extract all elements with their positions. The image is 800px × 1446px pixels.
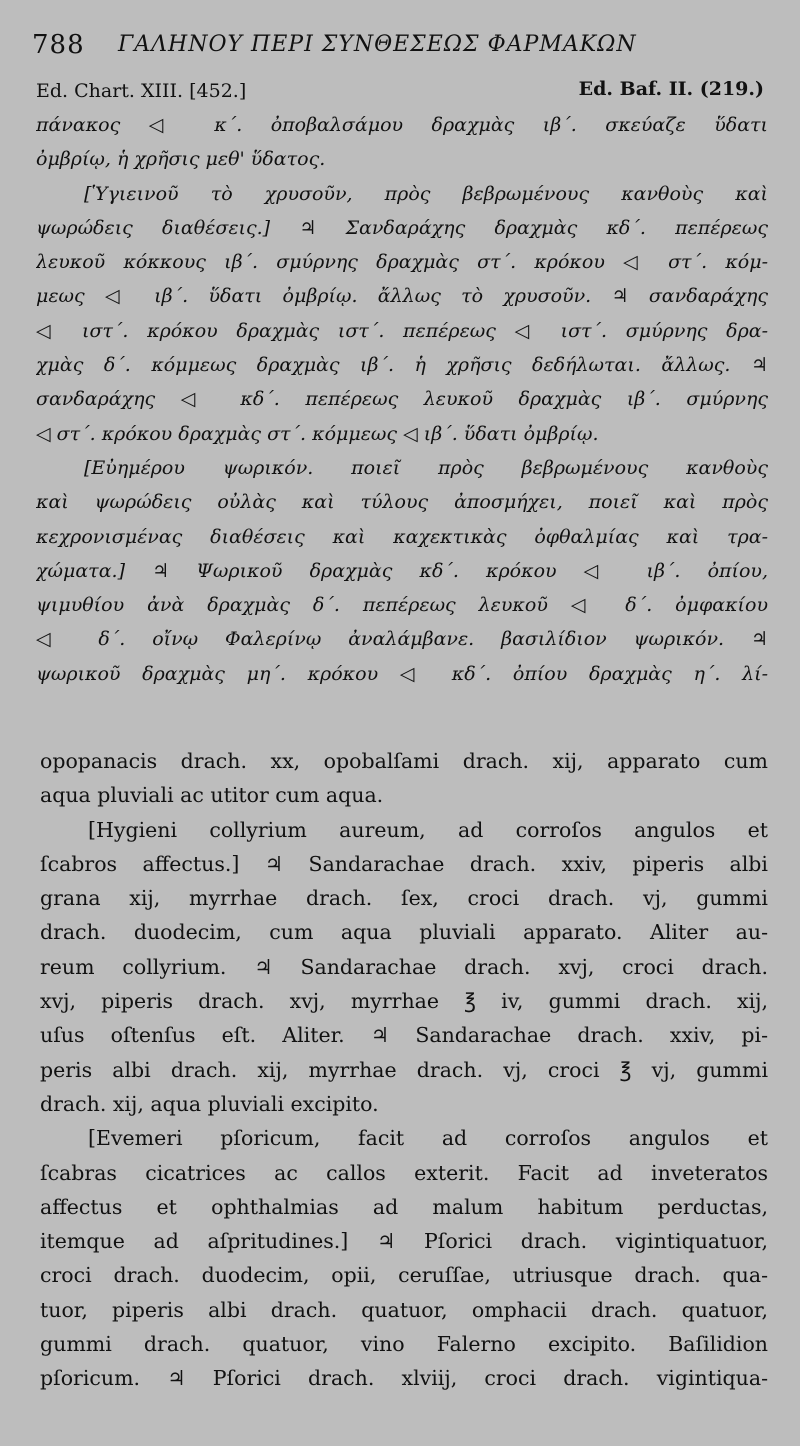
latin-line: [Hygieni collyrium aureum, ad corroſos angulos et [88,817,768,842]
latin-line: ſcabras cicatrices ac callos exterit. Facit ad inveteratos [40,1160,768,1185]
greek-line: μεως ◁ ιβ΄. ὕδατι ὀμβρίῳ. ἄλλως τὸ χρυσοῦν. ♃ σανδαράχης [36,285,768,308]
latin-line: gummi drach. quatuor, vino Falerno excipito. Baſilidion [40,1332,768,1357]
greek-line: ◁ δ΄. οἴνῳ Φαλερίνῳ ἀναλάμβανε. βασιλίδιον ψωρικόν. ♃ [36,628,768,651]
latin-line: croci drach. duodecim, opii, ceruſſae, utriusque drach. qua- [40,1263,768,1288]
latin-text-block [40,744,768,1396]
greek-line: [Εὐημέρου ψωρικόν. ποιεῖ πρὸς βεβρωμένους κανθοὺς [84,456,768,479]
edition-reference-left: Ed. Chart. XIII. [452.] [36,80,247,102]
latin-line: itemque ad aſpritudines.] ♃ Pſorici drach. vigintiquatuor, [40,1229,768,1254]
latin-line: aqua pluviali ac utitor cum aqua. [40,783,384,808]
edition-reference-right: Ed. Baf. II. (219.) [578,78,764,100]
greek-line: κεχρονισμένας διαθέσεις καὶ καχεκτικὰς ὀφθαλμίας καὶ τρα- [36,525,768,548]
latin-line: tuor, piperis albi drach. quatuor, omphacii drach. quatuor, [40,1297,768,1322]
latin-line: pſoricum. ♃ Pſorici drach. xlviij, croci drach. vigintiqua- [40,1366,768,1391]
latin-line: affectus et ophthalmias ad malum habitum perductas, [40,1194,768,1219]
greek-line: ὀμβρίῳ, ἡ χρῆσις μεθ' ὕδατος. [36,148,326,171]
greek-line: ◁ στ΄. κρόκου δραχμὰς στ΄. κόμμεως ◁ ιβ΄. ὕδατι ὀμβρίῳ. [36,422,599,445]
greek-line: λευκοῦ κόκκους ιβ΄. σμύρνης δραχμὰς στ΄. κρόκου ◁ στ΄. κόμ- [36,251,768,274]
greek-text-block [36,108,768,691]
greek-line: σανδαράχης ◁ κδ΄. πεπέρεως λευκοῦ δραχμὰς ιβ΄. σμύρνης [36,388,768,411]
latin-line: xvj, piperis drach. xvj, myrrhae ℥ iv, gummi drach. xij, [40,989,768,1014]
greek-line: χμὰς δ΄. κόμμεως δραχμὰς ιβ΄. ἡ χρῆσις δεδήλωται. ἄλλως. ♃ [36,354,768,377]
latin-line: opopanacis drach. xx, opobalſami drach. xij, apparato cum [40,749,768,773]
greek-line: [Ὑγιεινοῦ τὸ χρυσοῦν, πρὸς βεβρωμένους κανθοὺς καὶ [84,182,768,205]
latin-line: peris albi drach. xij, myrrhae drach. vj, croci ℥ vj, gummi [40,1057,768,1082]
greek-line: ψωρώδεις διαθέσεις.] ♃ Σανδαράχης δραχμὰς κδ΄. πεπέρεως [36,216,768,239]
latin-line: drach. xij, aqua pluviali excipito. [40,1091,379,1116]
greek-line: πάνακος ◁ κ΄. ὀποβαλσάμου δραχμὰς ιβ΄. σκεύαζε ὕδατι [36,114,768,136]
latin-line: uſus oſtenſus eſt. Aliter. ♃ Sandarachae drach. xxiv, pi- [40,1023,768,1048]
latin-line: [Evemeri pſoricum, facit ad corroſos angulos et [88,1126,768,1151]
latin-line: grana xij, myrrhae drach. ſex, croci drach. vj, gummi [40,886,768,911]
greek-line: καὶ ψωρώδεις οὐλὰς καὶ τύλους ἀποσμήχει, ποιεῖ καὶ πρὸς [36,491,768,514]
page-number: 788 [32,30,85,60]
greek-line: ◁ ιστ΄. κρόκου δραχμὰς ιστ΄. πεπέρεως ◁ ιστ΄. σμύρνης δρα- [36,319,768,342]
running-title: ΓΑΛΗΝΟΥ ΠΕΡΙ ΣΥΝΘΕΣΕΩΣ ΦΑΡΜΑΚΩΝ [118,32,637,57]
greek-line: ψωρικοῦ δραχμὰς μη΄. κρόκου ◁ κδ΄. ὀπίου δραχμὰς η΄. λί- [36,662,768,685]
greek-line: ψιμυθίου ἀνὰ δραχμὰς δ΄. πεπέρεως λευκοῦ ◁ δ΄. ὀμφακίου [36,594,768,617]
latin-line: drach. duodecim, cum aqua pluviali apparato. Aliter au- [40,920,768,945]
greek-line: χώματα.] ♃ Ψωρικοῦ δραχμὰς κδ΄. κρόκου ◁ ιβ΄. ὀπίου, [36,559,768,582]
latin-line: ſcabros affectus.] ♃ Sandarachae drach. xxiv, piperis albi [40,851,768,876]
latin-line: reum collyrium. ♃ Sandarachae drach. xvj, croci drach. [40,954,768,979]
